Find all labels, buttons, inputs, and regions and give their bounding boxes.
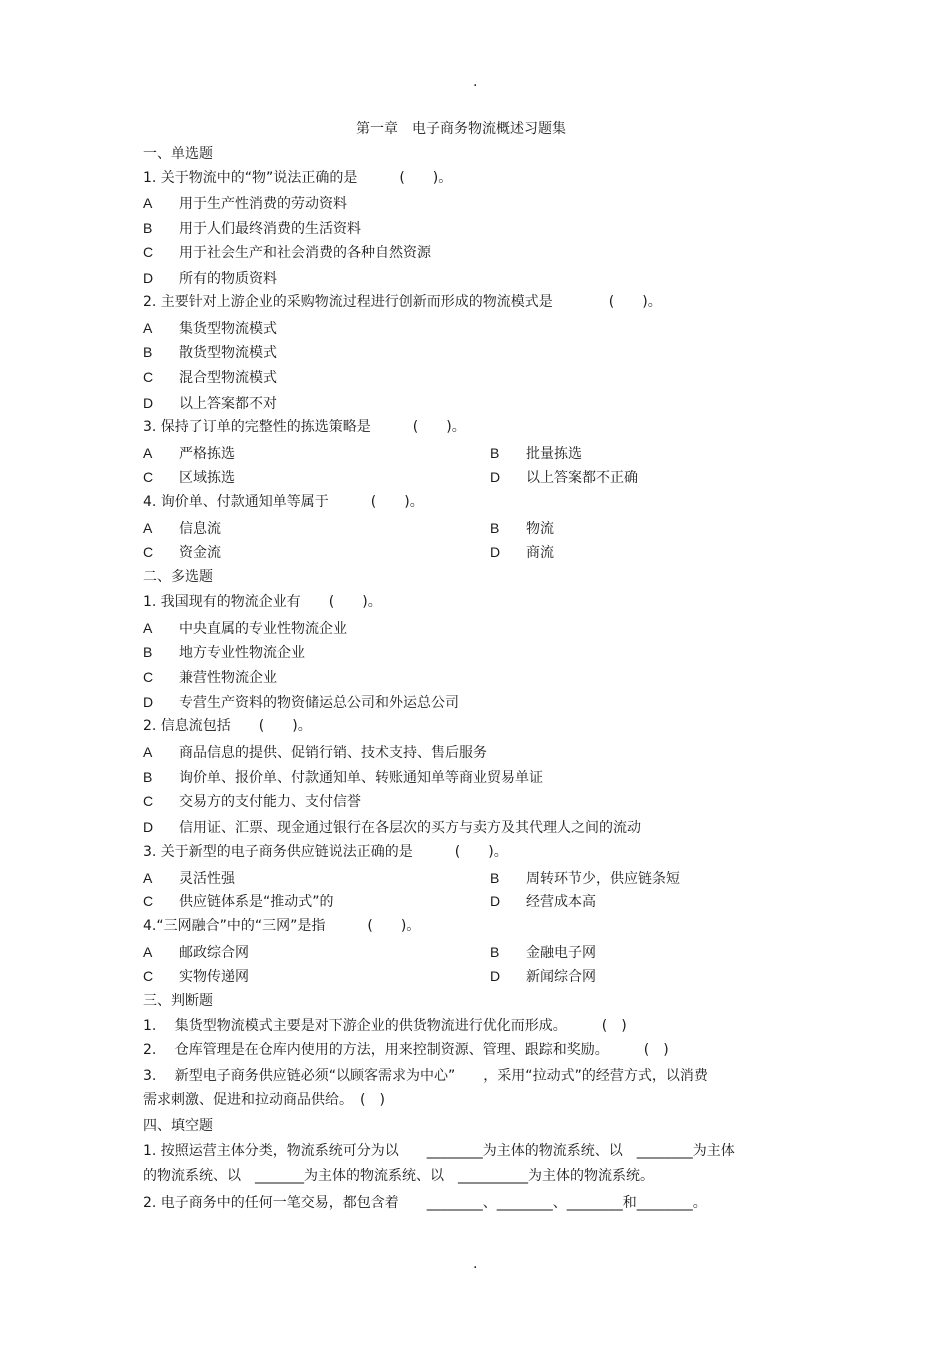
option-text: 信息流 (179, 521, 221, 537)
option (490, 966, 596, 987)
option-letter: A (143, 445, 153, 461)
option (143, 891, 334, 912)
option-text: 商流 (526, 545, 554, 561)
question-text: 1. 关于物流中的“物”说法正确的是 ( )。 (143, 170, 453, 186)
option-letter: B (143, 769, 153, 785)
option-letter: D (490, 544, 501, 560)
option (490, 891, 596, 912)
option (143, 667, 277, 688)
option-letter: D (490, 469, 501, 485)
option-text: 散货型物流模式 (179, 345, 277, 361)
section-heading-true-false: 三、判断题 (143, 993, 213, 1009)
question-text: 2. 主要针对上游企业的采购物流过程进行创新而形成的物流模式是 ( )。 (143, 294, 662, 310)
option-text: 交易方的支付能力、支付信誉 (179, 794, 361, 810)
option (143, 518, 221, 539)
header-mark: . (473, 74, 478, 90)
option (143, 742, 487, 763)
option-text: 批量拣选 (526, 446, 582, 462)
question-text: 1. 集货型物流模式主要是对下游企业的供货物流进行优化而形成。 ( ) (143, 1018, 627, 1034)
option-text: 混合型物流模式 (179, 370, 277, 386)
question-text: 2. 仓库管理是在仓库内使用的方法，用来控制资源、管理、跟踪和奖励。 ( ) (143, 1042, 669, 1058)
option (143, 318, 277, 339)
option-letter: D (490, 968, 501, 984)
option-text: 实物传递网 (179, 969, 249, 985)
option-text: 以上答案都不正确 (526, 470, 638, 486)
option (143, 242, 431, 263)
question-text: 1. 按照运营主体分类，物流系统可分为以 ________为主体的物流系统、以 ________为主体 (143, 1143, 735, 1159)
option-text: 询价单、报价单、付款通知单、转账通知单等商业贸易单证 (179, 770, 543, 786)
option-letter: D (143, 395, 154, 411)
option-letter: A (143, 620, 153, 636)
option (143, 642, 305, 663)
option-text: 物流 (526, 521, 554, 537)
option-text: 资金流 (179, 545, 221, 561)
footer-mark: . (473, 1256, 478, 1272)
section-heading-single-choice: 一、单选题 (143, 146, 213, 162)
option-text: 中央直属的专业性物流企业 (179, 621, 347, 637)
option-text: 灵活性强 (179, 871, 235, 887)
option (143, 443, 235, 464)
option-text: 区域拣选 (179, 470, 235, 486)
option (143, 542, 221, 563)
option-letter: C (143, 244, 154, 260)
option (143, 367, 277, 388)
option (143, 942, 249, 963)
option (143, 966, 249, 987)
option-text: 用于社会生产和社会消费的各种自然资源 (179, 245, 431, 261)
question-text: 3. 保持了订单的完整性的拣选策略是 ( )。 (143, 419, 466, 435)
option (490, 518, 554, 539)
option-text: 新闻综合网 (526, 969, 596, 985)
option-letter: A (143, 744, 153, 760)
option (490, 542, 554, 563)
section-heading-fill-in: 四、填空题 (143, 1118, 213, 1134)
option-letter: A (143, 520, 153, 536)
option-letter: B (490, 944, 500, 960)
option-text: 以上答案都不对 (179, 396, 277, 412)
option-letter: D (143, 694, 154, 710)
option-text: 金融电子网 (526, 945, 596, 961)
question-text: 2. 电子商务中的任何一笔交易，都包含着 ________、________、________和________。 (143, 1195, 707, 1211)
option-letter: C (143, 544, 154, 560)
question-text: 1. 我国现有的物流企业有 ( )。 (143, 594, 382, 610)
option-letter: B (490, 445, 500, 461)
option-text: 兼营性物流企业 (179, 670, 277, 686)
option-text: 严格拣选 (179, 446, 235, 462)
option-letter: C (143, 968, 154, 984)
option-letter: B (143, 644, 153, 660)
option-letter: A (143, 870, 153, 886)
option-letter: C (143, 369, 154, 385)
option-letter: D (143, 819, 154, 835)
option-text: 用于人们最终消费的生活资料 (179, 221, 361, 237)
option-text: 用于生产性消费的劳动资料 (179, 196, 347, 212)
option (143, 618, 347, 639)
option-text: 邮政综合网 (179, 945, 249, 961)
option (143, 268, 277, 289)
option-letter: B (490, 520, 500, 536)
option-letter: C (143, 469, 154, 485)
option-letter: A (143, 195, 153, 211)
option-letter: D (490, 893, 501, 909)
option (490, 942, 596, 963)
option-letter: B (490, 870, 500, 886)
question-text: 2. 信息流包括 ( )。 (143, 718, 312, 734)
option-letter: C (143, 893, 154, 909)
question-text-continuation: 的物流系统、以 _______为主体的物流系统、以 __________为主体的物流系统。 (143, 1168, 654, 1184)
option (143, 767, 543, 788)
option (143, 791, 361, 812)
option-letter: C (143, 669, 154, 685)
option-text: 信用证、汇票、现金通过银行在各层次的买方与卖方及其代理人之间的流动 (179, 820, 641, 836)
option (143, 393, 277, 414)
question-text-continuation: 需求刺激、促进和拉动商品供给。 ( ) (143, 1092, 385, 1108)
question-text: 3. 新型电子商务供应链必须“以顾客需求为中心” ，采用“拉动式”的经营方式，以消费 (143, 1068, 708, 1084)
option-letter: A (143, 320, 153, 336)
option-text: 经营成本高 (526, 894, 596, 910)
option-letter: B (143, 220, 153, 236)
option-text: 供应链体系是“推动式”的 (179, 894, 334, 910)
question-text: 4.“三网融合”中的“三网”是指 ( )。 (143, 918, 421, 934)
section-heading-multiple-choice: 二、多选题 (143, 569, 213, 585)
question-text: 3. 关于新型的电子商务供应链说法正确的是 ( )。 (143, 844, 508, 860)
option (490, 443, 582, 464)
page-title: 第一章 电子商务物流概述习题集 (356, 121, 566, 137)
option-letter: B (143, 344, 153, 360)
option-text: 集货型物流模式 (179, 321, 277, 337)
option-text: 商品信息的提供、促销行销、技术支持、售后服务 (179, 745, 487, 761)
option-text: 专营生产资料的物资储运总公司和外运总公司 (179, 695, 459, 711)
option (143, 467, 235, 488)
option-letter: A (143, 944, 153, 960)
option (143, 692, 459, 713)
option-text: 地方专业性物流企业 (179, 645, 305, 661)
option (143, 342, 277, 363)
option (143, 817, 641, 838)
option (490, 467, 638, 488)
option-letter: D (143, 270, 154, 286)
option-text: 所有的物质资料 (179, 271, 277, 287)
option (143, 868, 235, 889)
question-text: 4. 询价单、付款通知单等属于 ( )。 (143, 494, 424, 510)
option (490, 868, 680, 889)
option-text: 周转环节少，供应链条短 (526, 871, 680, 887)
option (143, 218, 361, 239)
option-letter: C (143, 793, 154, 809)
option (143, 193, 347, 214)
